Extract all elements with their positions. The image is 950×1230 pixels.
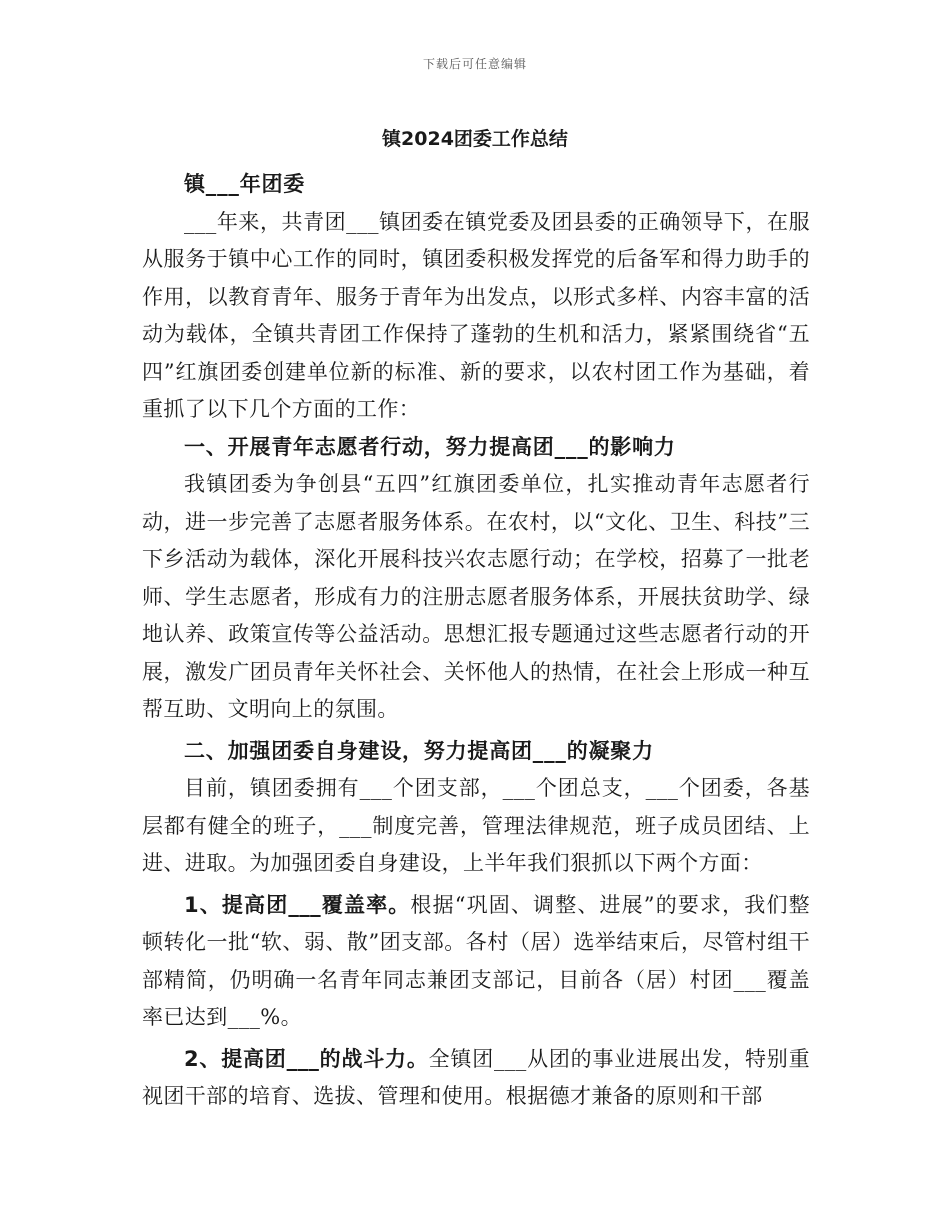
section1-paragraph: 我镇团委为争创县“五四”红旗团委单位，扎实推动青年志愿者行动，进一步完善了志愿者服务体系。在农村，以“文化、卫生、科技”三下乡活动为载体，深化开展科技兴农志愿行动；在学校，招募了一批老师、学生志愿者，形成有力的注册志愿者服务体系，开展扶贫助学、绿地认养、政策宣传等公益活动。思想汇报专题通过这些志愿者行动的开展，激发广团员青年关怀社会、关怀他人的热情，在社会上形成一种互帮互助、文明向上的氛围。 <box>142 472 810 721</box>
section1-heading: 一、开展青年志愿者行动，努力提高团___的影响力 <box>184 434 676 459</box>
org-line: 镇___年团委 <box>184 172 306 196</box>
intro-paragraph: ___年来，共青团___镇团委在镇党委及团县委的正确领导下，在服从服务于镇中心工作的同时，镇团委积极发挥党的后备军和得力助手的作用，以教育青年、服务于青年为出发点，以形式多样、内容丰富的活动为载体，全镇共青团工作保持了蓬勃的生机和活力，紧紧围绕省“五四”红旗团委创建单位新的标准、新的要求，以农村团工作为基础，着重抓了以下几个方面的工作： <box>142 209 810 421</box>
document-title: 镇2024团委工作总结 <box>382 128 568 150</box>
document-body <box>142 166 810 1116</box>
section2-item2-lead: 2、提高团___的战斗力。 <box>184 1046 429 1071</box>
header-note: 下载后可任意编辑 <box>422 57 527 71</box>
section2-item2 <box>142 1041 810 1116</box>
section2-item1-lead: 1、提高团___覆盖率。 <box>184 892 411 917</box>
section2-item1 <box>142 887 810 1037</box>
section2-paragraph: 目前，镇团委拥有___个团支部，___个团总支，___个团委，各基层都有健全的班子，___制度完善，管理法律规范，班子成员团结、上进、进取。为加强团委自身建设，上半年我们狠抓以下两个方面： <box>142 776 810 875</box>
section2-item2-body: 全镇团___从团的事业进展出发，特别重视团干部的培育、选拔、管理和使用。根据德才兼备的原则和干部 <box>142 1046 810 1108</box>
section2-heading: 二、加强团委自身建设，努力提高团___的凝聚力 <box>184 738 654 763</box>
section2-item1-body: 根据“巩固、调整、进展”的要求，我们整顿转化一批“软、弱、散”团支部。各村（居）选举结束后，尽管村组干部精简，仍明确一名青年同志兼团支部记，目前各（居）村团___覆盖率已达到___%。 <box>142 892 810 1029</box>
